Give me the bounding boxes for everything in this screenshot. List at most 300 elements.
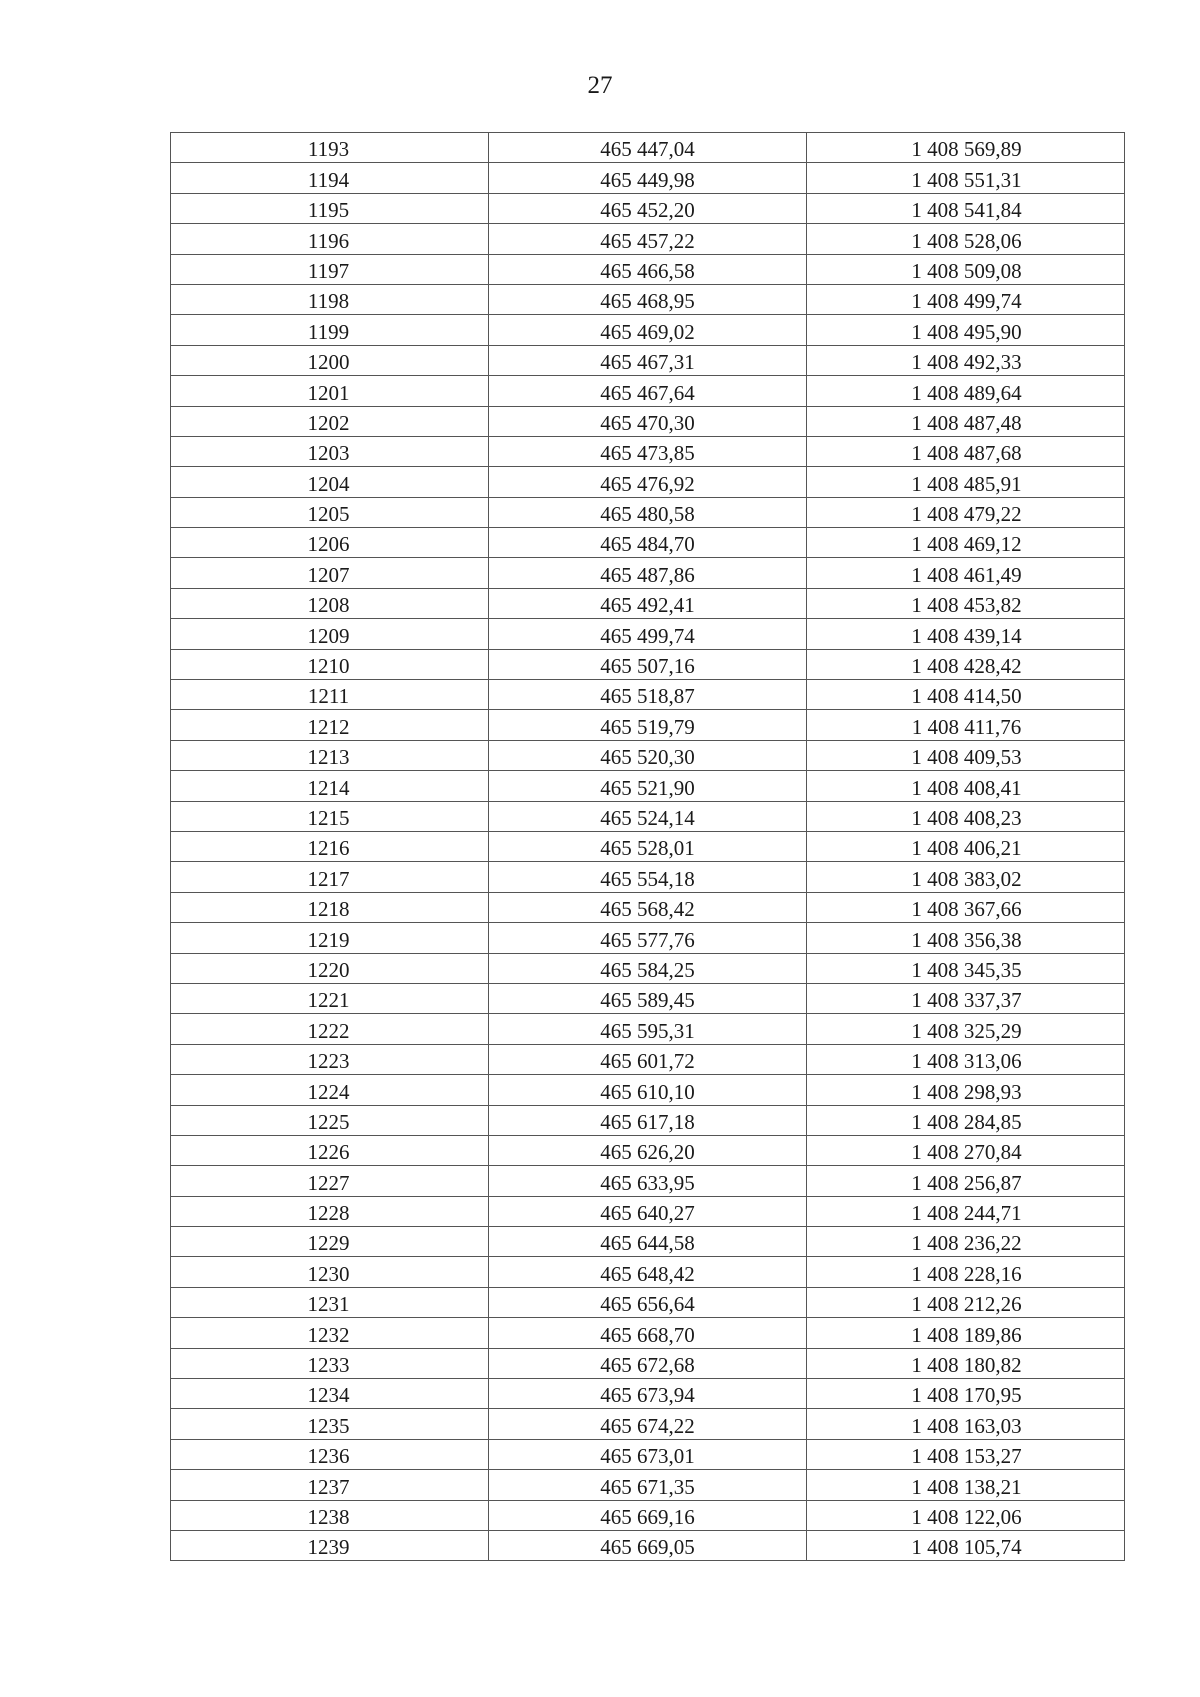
point-number-cell-text: 1229 [307, 1231, 350, 1256]
point-number-cell [171, 1135, 489, 1165]
y-coordinate-cell-text: 1 408 313,06 [911, 1049, 1022, 1074]
point-number-cell [171, 771, 489, 801]
table-row [171, 619, 1125, 649]
point-number-cell [171, 862, 489, 892]
y-coordinate-cell-text: 1 408 212,26 [911, 1292, 1022, 1317]
x-coordinate-cell-text: 465 669,05 [600, 1535, 695, 1560]
point-number-cell [171, 983, 489, 1013]
point-number-cell [171, 1318, 489, 1348]
y-coordinate-cell [807, 983, 1125, 1013]
y-coordinate-cell-text: 1 408 479,22 [911, 502, 1022, 527]
point-number-cell [171, 619, 489, 649]
x-coordinate-cell-text: 465 554,18 [600, 866, 695, 891]
point-number-cell-text: 1204 [307, 471, 350, 496]
table-row [171, 315, 1125, 345]
x-coordinate-cell [489, 315, 807, 345]
point-number-cell-text: 1202 [307, 410, 350, 435]
point-number-cell [171, 224, 489, 254]
y-coordinate-cell [807, 406, 1125, 436]
y-coordinate-cell-text: 1 408 337,37 [911, 988, 1022, 1013]
point-number-cell-text: 1239 [307, 1535, 350, 1560]
x-coordinate-cell [489, 133, 807, 163]
point-number-cell [171, 1014, 489, 1044]
point-number-cell-text: 1210 [307, 654, 350, 679]
x-coordinate-cell [489, 467, 807, 497]
y-coordinate-cell [807, 497, 1125, 527]
x-coordinate-cell-text: 465 476,92 [600, 471, 695, 496]
x-coordinate-cell [489, 345, 807, 375]
point-number-cell-text: 1194 [307, 167, 350, 192]
coordinates-table [170, 132, 1125, 1561]
table-row [171, 862, 1125, 892]
point-number-cell [171, 1439, 489, 1469]
x-coordinate-cell [489, 1227, 807, 1257]
y-coordinate-cell [807, 588, 1125, 618]
y-coordinate-cell-text: 1 408 489,64 [911, 380, 1022, 405]
y-coordinate-cell [807, 1530, 1125, 1560]
point-number-cell [171, 163, 489, 193]
x-coordinate-cell [489, 163, 807, 193]
y-coordinate-cell-text: 1 408 509,08 [911, 258, 1022, 283]
x-coordinate-cell [489, 1287, 807, 1317]
point-number-cell [171, 923, 489, 953]
table-row [171, 771, 1125, 801]
y-coordinate-cell [807, 740, 1125, 770]
point-number-cell-text: 1206 [307, 532, 350, 557]
y-coordinate-cell [807, 1166, 1125, 1196]
point-number-cell-text: 1220 [307, 957, 350, 982]
y-coordinate-cell-text: 1 408 461,49 [911, 562, 1022, 587]
x-coordinate-cell-text: 465 674,22 [600, 1413, 695, 1438]
y-coordinate-cell-text: 1 408 105,74 [911, 1535, 1022, 1560]
point-number-cell-text: 1238 [307, 1504, 350, 1529]
point-number-cell-text: 1205 [307, 502, 350, 527]
y-coordinate-cell-text: 1 408 228,16 [911, 1261, 1022, 1286]
x-coordinate-cell-text: 465 466,58 [600, 258, 695, 283]
x-coordinate-cell-text: 465 673,94 [600, 1383, 695, 1408]
table-row [171, 740, 1125, 770]
x-coordinate-cell [489, 1348, 807, 1378]
point-number-cell [171, 1044, 489, 1074]
point-number-cell-text: 1223 [307, 1049, 350, 1074]
y-coordinate-cell-text: 1 408 409,53 [911, 745, 1022, 770]
y-coordinate-cell-text: 1 408 180,82 [911, 1353, 1022, 1378]
point-number-cell-text: 1219 [307, 927, 350, 952]
y-coordinate-cell [807, 831, 1125, 861]
point-number-cell-text: 1212 [307, 714, 350, 739]
y-coordinate-cell-text: 1 408 453,82 [911, 593, 1022, 618]
x-coordinate-cell-text: 465 468,95 [600, 289, 695, 314]
x-coordinate-cell [489, 1257, 807, 1287]
x-coordinate-cell-text: 465 521,90 [600, 775, 695, 800]
x-coordinate-cell [489, 1014, 807, 1044]
x-coordinate-cell [489, 528, 807, 558]
table-row [171, 1500, 1125, 1530]
x-coordinate-cell-text: 465 524,14 [600, 805, 695, 830]
x-coordinate-cell [489, 649, 807, 679]
x-coordinate-cell-text: 465 452,20 [600, 198, 695, 223]
point-number-cell-text: 1230 [307, 1261, 350, 1286]
y-coordinate-cell [807, 1287, 1125, 1317]
x-coordinate-cell-text: 465 617,18 [600, 1109, 695, 1134]
point-number-cell [171, 406, 489, 436]
x-coordinate-cell [489, 953, 807, 983]
point-number-cell [171, 892, 489, 922]
x-coordinate-cell-text: 465 487,86 [600, 562, 695, 587]
y-coordinate-cell [807, 1318, 1125, 1348]
y-coordinate-cell-text: 1 408 170,95 [911, 1383, 1022, 1408]
y-coordinate-cell [807, 710, 1125, 740]
y-coordinate-cell-text: 1 408 270,84 [911, 1140, 1022, 1165]
point-number-cell [171, 953, 489, 983]
y-coordinate-cell-text: 1 408 551,31 [911, 167, 1022, 192]
y-coordinate-cell [807, 1227, 1125, 1257]
point-number-cell [171, 1470, 489, 1500]
y-coordinate-cell [807, 284, 1125, 314]
point-number-cell [171, 588, 489, 618]
point-number-cell-text: 1213 [307, 745, 350, 770]
point-number-cell [171, 1166, 489, 1196]
y-coordinate-cell-text: 1 408 528,06 [911, 228, 1022, 253]
point-number-cell-text: 1208 [307, 593, 350, 618]
table-row [171, 406, 1125, 436]
y-coordinate-cell [807, 1105, 1125, 1135]
y-coordinate-cell [807, 771, 1125, 801]
x-coordinate-cell-text: 465 577,76 [600, 927, 695, 952]
x-coordinate-cell [489, 983, 807, 1013]
table-row [171, 193, 1125, 223]
table-row [171, 1257, 1125, 1287]
y-coordinate-cell-text: 1 408 487,48 [911, 410, 1022, 435]
point-number-cell-text: 1233 [307, 1353, 350, 1378]
table-row [171, 558, 1125, 588]
x-coordinate-cell [489, 497, 807, 527]
table-row [171, 1530, 1125, 1560]
page-number: 27 [587, 72, 613, 99]
y-coordinate-cell-text: 1 408 499,74 [911, 289, 1022, 314]
x-coordinate-cell-text: 465 449,98 [600, 167, 695, 192]
x-coordinate-cell [489, 1196, 807, 1226]
y-coordinate-cell-text: 1 408 485,91 [911, 471, 1022, 496]
point-number-cell-text: 1196 [307, 228, 350, 253]
y-coordinate-cell [807, 862, 1125, 892]
point-number-cell [171, 376, 489, 406]
y-coordinate-cell [807, 1075, 1125, 1105]
point-number-cell [171, 528, 489, 558]
table-row [171, 953, 1125, 983]
y-coordinate-cell [807, 1014, 1125, 1044]
y-coordinate-cell-text: 1 408 236,22 [911, 1231, 1022, 1256]
x-coordinate-cell [489, 1500, 807, 1530]
point-number-cell [171, 1500, 489, 1530]
x-coordinate-cell-text: 465 520,30 [600, 745, 695, 770]
point-number-cell [171, 649, 489, 679]
point-number-cell [171, 1075, 489, 1105]
point-number-cell [171, 467, 489, 497]
y-coordinate-cell [807, 892, 1125, 922]
y-coordinate-cell [807, 315, 1125, 345]
point-number-cell-text: 1222 [307, 1018, 350, 1043]
x-coordinate-cell [489, 619, 807, 649]
point-number-cell-text: 1228 [307, 1201, 350, 1226]
y-coordinate-cell-text: 1 408 495,90 [911, 319, 1022, 344]
point-number-cell-text: 1201 [307, 380, 350, 405]
y-coordinate-cell-text: 1 408 411,76 [911, 714, 1022, 739]
x-coordinate-cell [489, 224, 807, 254]
y-coordinate-cell-text: 1 408 569,89 [911, 137, 1022, 162]
x-coordinate-cell-text: 465 610,10 [600, 1079, 695, 1104]
y-coordinate-cell [807, 1196, 1125, 1226]
point-number-cell [171, 1196, 489, 1226]
x-coordinate-cell [489, 862, 807, 892]
y-coordinate-cell-text: 1 408 383,02 [911, 866, 1022, 891]
y-coordinate-cell-text: 1 408 469,12 [911, 532, 1022, 557]
y-coordinate-cell [807, 1500, 1125, 1530]
x-coordinate-cell-text: 465 669,16 [600, 1504, 695, 1529]
point-number-cell-text: 1224 [307, 1079, 350, 1104]
x-coordinate-cell [489, 710, 807, 740]
table-row [171, 1044, 1125, 1074]
y-coordinate-cell [807, 619, 1125, 649]
y-coordinate-cell-text: 1 408 163,03 [911, 1413, 1022, 1438]
y-coordinate-cell [807, 649, 1125, 679]
point-number-cell [171, 1257, 489, 1287]
y-coordinate-cell-text: 1 408 153,27 [911, 1444, 1022, 1469]
x-coordinate-cell [489, 1379, 807, 1409]
y-coordinate-cell [807, 1379, 1125, 1409]
point-number-cell-text: 1227 [307, 1170, 350, 1195]
point-number-cell-text: 1195 [307, 198, 350, 223]
y-coordinate-cell-text: 1 408 298,93 [911, 1079, 1022, 1104]
x-coordinate-cell-text: 465 601,72 [600, 1049, 695, 1074]
x-coordinate-cell [489, 1135, 807, 1165]
x-coordinate-cell [489, 892, 807, 922]
point-number-cell-text: 1215 [307, 805, 350, 830]
point-number-cell-text: 1214 [307, 775, 350, 800]
x-coordinate-cell-text: 465 568,42 [600, 897, 695, 922]
x-coordinate-cell-text: 465 519,79 [600, 714, 695, 739]
x-coordinate-cell-text: 465 507,16 [600, 654, 695, 679]
point-number-cell [171, 193, 489, 223]
y-coordinate-cell [807, 558, 1125, 588]
y-coordinate-cell [807, 680, 1125, 710]
x-coordinate-cell [489, 771, 807, 801]
x-coordinate-cell [489, 1409, 807, 1439]
table-row [171, 345, 1125, 375]
x-coordinate-cell [489, 1470, 807, 1500]
y-coordinate-cell-text: 1 408 244,71 [911, 1201, 1022, 1226]
point-number-cell [171, 497, 489, 527]
x-coordinate-cell-text: 465 584,25 [600, 957, 695, 982]
x-coordinate-cell [489, 588, 807, 618]
table-row [171, 680, 1125, 710]
point-number-cell-text: 1234 [307, 1383, 350, 1408]
x-coordinate-cell [489, 680, 807, 710]
x-coordinate-cell [489, 1075, 807, 1105]
x-coordinate-cell [489, 406, 807, 436]
x-coordinate-cell-text: 465 671,35 [600, 1474, 695, 1499]
table-row [171, 133, 1125, 163]
x-coordinate-cell-text: 465 467,64 [600, 380, 695, 405]
y-coordinate-cell-text: 1 408 406,21 [911, 836, 1022, 861]
x-coordinate-cell-text: 465 473,85 [600, 441, 695, 466]
y-coordinate-cell-text: 1 408 325,29 [911, 1018, 1022, 1043]
table-row [171, 497, 1125, 527]
x-coordinate-cell-text: 465 648,42 [600, 1261, 695, 1286]
table-row [171, 224, 1125, 254]
table-row [171, 254, 1125, 284]
point-number-cell [171, 680, 489, 710]
point-number-cell [171, 1379, 489, 1409]
point-number-cell [171, 254, 489, 284]
y-coordinate-cell [807, 376, 1125, 406]
y-coordinate-cell [807, 436, 1125, 466]
x-coordinate-cell-text: 465 673,01 [600, 1444, 695, 1469]
x-coordinate-cell [489, 436, 807, 466]
y-coordinate-cell-text: 1 408 284,85 [911, 1109, 1022, 1134]
table-row [171, 1287, 1125, 1317]
y-coordinate-cell [807, 133, 1125, 163]
x-coordinate-cell-text: 465 633,95 [600, 1170, 695, 1195]
table-row [171, 1379, 1125, 1409]
x-coordinate-cell-text: 465 518,87 [600, 684, 695, 709]
x-coordinate-cell-text: 465 470,30 [600, 410, 695, 435]
table-row [171, 1470, 1125, 1500]
table-row [171, 284, 1125, 314]
point-number-cell [171, 1530, 489, 1560]
x-coordinate-cell-text: 465 492,41 [600, 593, 695, 618]
point-number-cell [171, 315, 489, 345]
y-coordinate-cell-text: 1 408 414,50 [911, 684, 1022, 709]
point-number-cell [171, 801, 489, 831]
table-row [171, 376, 1125, 406]
y-coordinate-cell [807, 467, 1125, 497]
table-row [171, 1166, 1125, 1196]
x-coordinate-cell [489, 1105, 807, 1135]
y-coordinate-cell [807, 953, 1125, 983]
table-row [171, 528, 1125, 558]
point-number-cell-text: 1197 [307, 258, 350, 283]
x-coordinate-cell [489, 1044, 807, 1074]
x-coordinate-cell-text: 465 447,04 [600, 137, 695, 162]
point-number-cell [171, 831, 489, 861]
table-row [171, 588, 1125, 618]
table-row [171, 1014, 1125, 1044]
x-coordinate-cell [489, 801, 807, 831]
x-coordinate-cell [489, 831, 807, 861]
y-coordinate-cell [807, 1135, 1125, 1165]
table-row [171, 1318, 1125, 1348]
x-coordinate-cell [489, 1530, 807, 1560]
point-number-cell-text: 1232 [307, 1322, 350, 1347]
y-coordinate-cell-text: 1 408 492,33 [911, 350, 1022, 375]
x-coordinate-cell [489, 254, 807, 284]
table-row [171, 1135, 1125, 1165]
point-number-cell-text: 1211 [307, 684, 350, 709]
x-coordinate-cell-text: 465 640,27 [600, 1201, 695, 1226]
x-coordinate-cell-text: 465 656,64 [600, 1292, 695, 1317]
y-coordinate-cell-text: 1 408 189,86 [911, 1322, 1022, 1347]
y-coordinate-cell [807, 163, 1125, 193]
point-number-cell [171, 1105, 489, 1135]
x-coordinate-cell-text: 465 469,02 [600, 319, 695, 344]
x-coordinate-cell-text: 465 480,58 [600, 502, 695, 527]
table-row [171, 710, 1125, 740]
y-coordinate-cell-text: 1 408 541,84 [911, 198, 1022, 223]
y-coordinate-cell [807, 1470, 1125, 1500]
table-row [171, 1227, 1125, 1257]
point-number-cell-text: 1237 [307, 1474, 350, 1499]
table-row [171, 1196, 1125, 1226]
point-number-cell-text: 1235 [307, 1413, 350, 1438]
y-coordinate-cell-text: 1 408 408,23 [911, 805, 1022, 830]
x-coordinate-cell-text: 465 457,22 [600, 228, 695, 253]
point-number-cell-text: 1193 [307, 137, 350, 162]
point-number-cell [171, 284, 489, 314]
x-coordinate-cell-text: 465 484,70 [600, 532, 695, 557]
x-coordinate-cell [489, 1439, 807, 1469]
x-coordinate-cell [489, 923, 807, 953]
x-coordinate-cell [489, 376, 807, 406]
y-coordinate-cell [807, 193, 1125, 223]
point-number-cell [171, 740, 489, 770]
y-coordinate-cell [807, 345, 1125, 375]
x-coordinate-cell-text: 465 595,31 [600, 1018, 695, 1043]
y-coordinate-cell [807, 224, 1125, 254]
point-number-cell [171, 1227, 489, 1257]
x-coordinate-cell-text: 465 499,74 [600, 623, 695, 648]
point-number-cell-text: 1209 [307, 623, 350, 648]
y-coordinate-cell [807, 528, 1125, 558]
table-row [171, 163, 1125, 193]
table-row [171, 801, 1125, 831]
y-coordinate-cell [807, 1439, 1125, 1469]
table-row [171, 1075, 1125, 1105]
coordinates-table-body [171, 133, 1125, 1561]
point-number-cell-text: 1231 [307, 1292, 350, 1317]
x-coordinate-cell-text: 465 589,45 [600, 988, 695, 1013]
point-number-cell [171, 436, 489, 466]
table-row [171, 923, 1125, 953]
x-coordinate-cell-text: 465 672,68 [600, 1353, 695, 1378]
y-coordinate-cell-text: 1 408 428,42 [911, 654, 1022, 679]
point-number-cell [171, 345, 489, 375]
x-coordinate-cell-text: 465 467,31 [600, 350, 695, 375]
x-coordinate-cell [489, 740, 807, 770]
point-number-cell [171, 133, 489, 163]
y-coordinate-cell [807, 801, 1125, 831]
y-coordinate-cell [807, 1409, 1125, 1439]
point-number-cell-text: 1207 [307, 562, 350, 587]
table-row [171, 1348, 1125, 1378]
point-number-cell-text: 1221 [307, 988, 350, 1013]
x-coordinate-cell [489, 284, 807, 314]
y-coordinate-cell [807, 1257, 1125, 1287]
point-number-cell-text: 1203 [307, 441, 350, 466]
x-coordinate-cell [489, 1166, 807, 1196]
table-row [171, 467, 1125, 497]
point-number-cell-text: 1199 [307, 319, 350, 344]
y-coordinate-cell-text: 1 408 367,66 [911, 897, 1022, 922]
point-number-cell-text: 1198 [307, 289, 350, 314]
y-coordinate-cell-text: 1 408 138,21 [911, 1474, 1022, 1499]
table-row [171, 1439, 1125, 1469]
y-coordinate-cell-text: 1 408 122,06 [911, 1504, 1022, 1529]
x-coordinate-cell-text: 465 668,70 [600, 1322, 695, 1347]
point-number-cell-text: 1236 [307, 1444, 350, 1469]
y-coordinate-cell-text: 1 408 256,87 [911, 1170, 1022, 1195]
point-number-cell [171, 710, 489, 740]
